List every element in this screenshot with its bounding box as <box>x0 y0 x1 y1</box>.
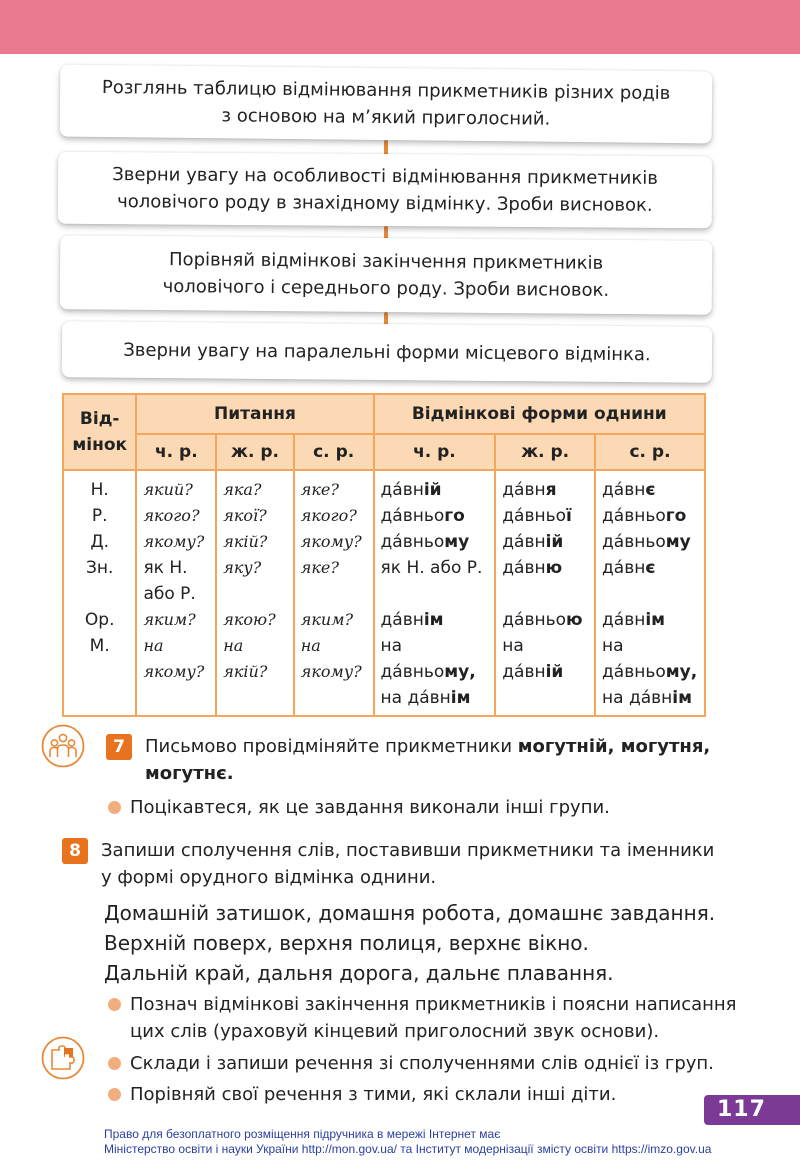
card-text: чоловічого роду в знахідному відмінку. Зроби висновок. <box>117 191 653 216</box>
card-text: з основою на м’який приголосний. <box>221 105 551 130</box>
card-text: Зверни увагу на паралельні форми місцевого відмінка. <box>123 339 651 366</box>
questions-feminine: яка? якої? якій? яку? якою? на якій? <box>216 470 294 716</box>
questions-masculine: який? якого? якому? як Н. або Р. яким? на якому? <box>136 470 216 716</box>
case-list: Н. Р. Д. Зн. Ор. М. <box>63 470 136 716</box>
group-work-icon <box>41 724 85 768</box>
task-8-bullet-1: Познач відмінкові закінчення прикметників і поясни написання цих слів (ураховуй кінцевий приголосний звук основи). <box>130 994 737 1042</box>
case-header: Від- мінок <box>63 394 136 470</box>
task-8-bullet-3: Порівняй свої речення з тими, які склали інші діти. <box>130 1084 617 1105</box>
bullet-dot <box>108 1088 121 1101</box>
task-7-badge: 7 <box>106 734 132 760</box>
card-text: Розглянь таблицю відмінювання прикметників різних родів <box>101 77 671 104</box>
task-7-text: Письмово провідміняйте прикметники могутній, могутня, могутнє. <box>145 736 711 784</box>
gender-header: ж. р. <box>495 434 595 470</box>
gender-header: ж. р. <box>216 434 294 470</box>
task-7-bullet: Поцікавтеся, як це завдання виконали інші групи. <box>130 797 610 818</box>
task-8-phrases: Домашній затишок, домашня робота, домашнє завдання. Верхній поверх, верхня полиця, верхнє вікно. Дальній край, дальня дорога, дальнє плавання. <box>104 901 716 985</box>
questions-neuter: яке? якого? якому? яке? яким? на якому? <box>294 470 374 716</box>
gender-header: ч. р. <box>136 434 216 470</box>
bullet-dot <box>108 1057 121 1070</box>
task-8-bullet-2: Склади і запиши речення зі сполученнями слів однієї із груп. <box>130 1053 714 1074</box>
gender-header: с. р. <box>595 434 705 470</box>
page-number: 117 <box>704 1095 800 1125</box>
card-text: Порівняй відмінкові закінчення прикметників <box>168 249 604 274</box>
gender-header: ч. р. <box>374 434 496 470</box>
puzzle-icon <box>41 1036 85 1080</box>
declension-table <box>62 393 706 717</box>
card-text: чоловічого і середнього роду. Зроби висновок. <box>162 276 610 301</box>
forms-neuter: да́внє да́внього да́вньому да́внє да́внім на да́вньому, на да́внім <box>595 470 705 716</box>
bullet-dot <box>108 801 121 814</box>
instruction-card-2 <box>58 152 712 229</box>
forms-masculine: да́вній да́внього да́вньому як Н. або Р. да́внім на да́вньому, на да́внім <box>374 470 496 716</box>
questions-header: Питання <box>136 394 373 434</box>
gender-header: с. р. <box>294 434 374 470</box>
task-8-text: Запиши сполучення слів, поставивши прикметники та іменники у формі орудного відмінка однини. <box>101 840 715 888</box>
instruction-card-1 <box>60 65 713 144</box>
instruction-card-4 <box>62 321 712 383</box>
top-banner <box>0 0 800 54</box>
bullet-dot <box>108 998 121 1011</box>
card-text: Зверни увагу на особливості відмінювання прикметників <box>112 164 658 189</box>
forms-header: Відмінкові форми однини <box>374 394 705 434</box>
forms-feminine: да́вня да́вньої да́вній да́вню да́вньою на да́вній <box>495 470 595 716</box>
footer-license: Право для безоплатного розміщення підручника в мережі Інтернет має Міністерство освіти і науки України http://mon.gov.ua/ та Інститут модернізації змісту освіти https://imzo.gov.ua <box>104 1127 712 1156</box>
instruction-card-3 <box>60 235 713 315</box>
task-8-badge: 8 <box>62 838 88 864</box>
